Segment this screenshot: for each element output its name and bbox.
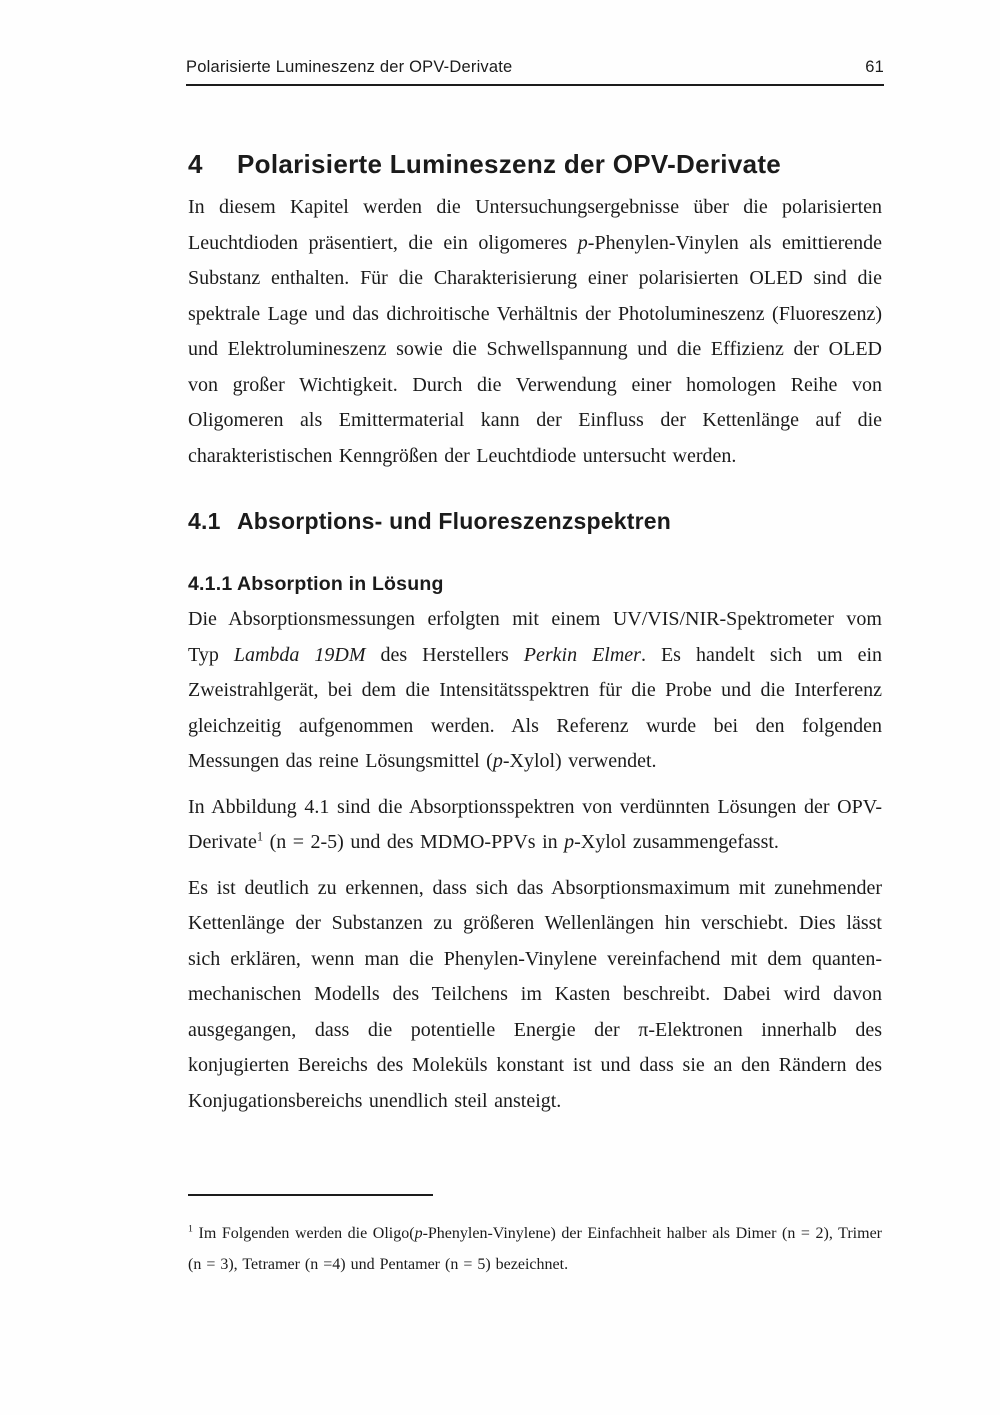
section-number: 4.1	[188, 508, 221, 534]
running-header	[186, 58, 884, 86]
subsection-heading	[188, 572, 882, 596]
section-title: Absorptions- und Fluoreszenzspektren	[237, 508, 672, 534]
paragraph-intro: In diesem Kapitel werden die Untersuchungsergebnisse über die polarisierten Leuchtdioden präsentiert, die ein oligomeres p-Phenylen-Vinylen als emittierende Substanz enthalten. Für die Charakterisierung einer polarisierten OLED sind die spektrale Lage und das dichroitische Verhältnis der Photolumineszenz (Fluoreszenz) und Elektrolumineszenz sowie die Schwellspannung und die Effizienz der OLED von großer Wichtigkeit. Durch die Verwendung einer homologen Reihe von Oligomeren als Emittermaterial kann der Einfluss der Kettenlänge auf die charakteristischen Kenngrößen der Leuchtdiode untersucht werden.	[188, 196, 883, 467]
footnote-separator-rule	[188, 1194, 433, 1196]
section-heading	[188, 507, 882, 535]
chapter-number: 4	[188, 149, 203, 179]
chapter-heading	[188, 146, 882, 182]
paragraph-measurement: Die Absorptionsmessungen erfolgten mit einem UV/VIS/NIR-Spektrometer vom Typ Lambda 19DM des Herstellers Perkin Elmer. Es handelt sich um ein Zweistrahlgerät, bei dem die Intensitätsspektren für die Probe und die Interferenz gleichzeitig aufgenommen werden. Als Referenz wurde bei den folgenden Messungen das reine Lösungsmittel (p-Xylol) verwendet.	[188, 608, 883, 772]
running-header-title: Polarisierte Lumineszenz der OPV-Derivate	[186, 58, 513, 76]
subsection-title: Absorption in Lösung	[237, 573, 444, 595]
page-body	[188, 89, 882, 1119]
footnote-text: $^1$ Im Folgenden werden die Oligo(p-Phenylen-Vinylene) der Einfachheit halber als Dimer (n = 2), Trimer (n = 3), Tetramer (n =4) und Pentamer (n = 5) bezeichnet.	[188, 1223, 883, 1273]
chapter-title: Polarisierte Lumineszenz der OPV-Derivate	[237, 149, 782, 179]
subsection-number: 4.1.1	[188, 573, 233, 595]
paragraph-figure-reference: In Abbildung 4.1 sind die Absorptionsspektren von verdünnten Lösungen der OPV-Derivate$^1$ (n = 2-5) und des MDMO-PPVs in p-Xylol zusammengefasst.	[188, 795, 882, 853]
paragraph-explanation: Es ist deutlich zu erkennen, dass sich das Absorptionsmaximum mit zunehmender Kettenlänge der Substanzen zu größeren Wellenlängen hin verschiebt. Dies lässt sich erklären, wenn man die Phenylen-Vinylene vereinfachend mit dem quanten-mechanischen Modells des Teilchens im Kasten beschreibt. Dabei wird davon ausgegangen, dass die potentielle Energie der π-Elektronen innerhalb des konjugierten Bereichs des Moleküls konstant ist und dass sie an den Rändern des Konjugationsbereichs unendlich steil ansteigt.	[188, 876, 882, 1112]
page-number: 61	[865, 58, 884, 76]
footnote-block	[188, 1194, 882, 1280]
